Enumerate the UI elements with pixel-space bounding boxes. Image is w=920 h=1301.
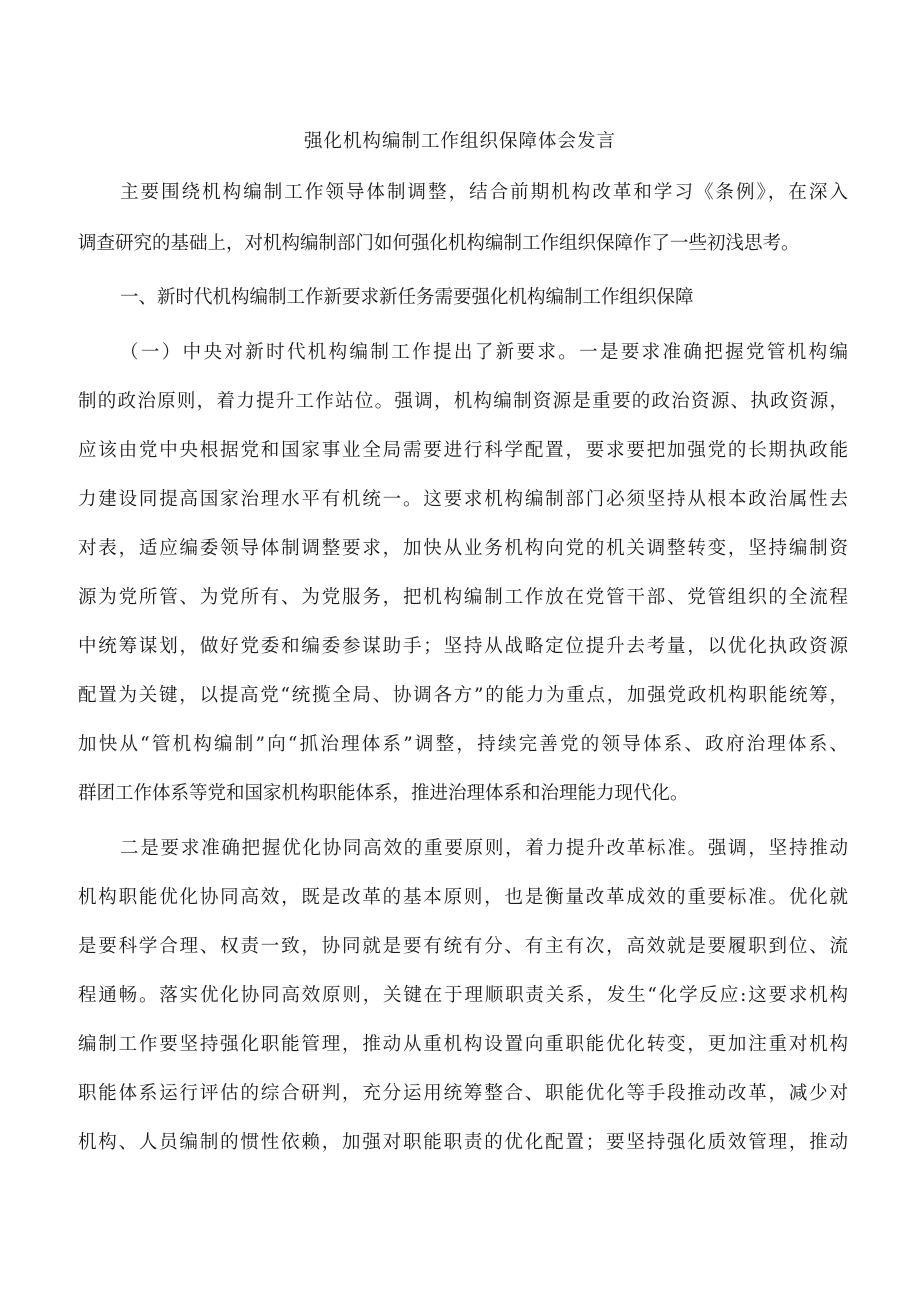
paragraph-line: 配置为关键，以提高党“统揽全局、协调各方”的能力为重点，加强党政机构职能统筹， bbox=[78, 685, 848, 706]
paragraph-line: 编制工作要坚持强化职能管理，推动从重机构设置向重职能优化转变，更加注重对机构 bbox=[78, 1034, 848, 1055]
paragraph-line: 应该由党中央根据党和国家事业全局需要进行科学配置，要求要把加强党的长期执政能 bbox=[78, 440, 848, 461]
document-title: 强化机构编制工作组织保障体会发言 bbox=[303, 131, 616, 152]
paragraph-line: 是要科学合理、权责一致，协同就是要有统有分、有主有次，高效就是要履职到位、流 bbox=[78, 936, 848, 957]
paragraph-line: 职能体系运行评估的综合研判，充分运用统筹整合、职能优化等手段推动改革，减少对 bbox=[78, 1083, 848, 1104]
paragraph-line: 加快从“管机构编制”向“抓治理体系”调整，持续完善党的领导体系、政府治理体系、 bbox=[78, 734, 848, 755]
paragraph-line: 制的政治原则，着力提升工作站位。强调，机构编制资源是重要的政治资源、执政资源， bbox=[78, 391, 848, 412]
paragraph-line: 机构、人员编制的惯性依赖，加强对职能职责的优化配置；要坚持强化质效管理，推动 bbox=[78, 1132, 848, 1153]
paragraph-line: 程通畅。落实优化协同高效原则，关键在于理顺职责关系，发生“化学反应:这要求机构 bbox=[78, 985, 848, 1006]
section-heading: 一、新时代机构编制工作新要求新任务需要强化机构编制工作组织保障 bbox=[120, 287, 694, 308]
paragraph-line: 群团工作体系等党和国家机构职能体系，推进治理体系和治理能力现代化。 bbox=[78, 783, 689, 804]
paragraph-line: 机构职能优化协同高效，既是改革的基本原则，也是衡量改革成效的重要标准。优化就 bbox=[78, 887, 848, 908]
paragraph-line: 力建设同提高国家治理水平有机统一。这要求机构编制部门必须坚持从根本政治属性去 bbox=[78, 489, 848, 510]
paragraph-line: （一）中央对新时代机构编制工作提出了新要求。一是要求准确把握党管机构编 bbox=[120, 342, 848, 363]
paragraph-line: 源为党所管、为党所有、为党服务，把机构编制工作放在党管干部、党管组织的全流程 bbox=[78, 587, 848, 608]
paragraph-line: 主要围绕机构编制工作领导体制调整，结合前期机构改革和学习《条例》，在深入 bbox=[120, 182, 848, 203]
paragraph-line: 二是要求准确把握优化协同高效的重要原则，着力提升改革标准。强调，坚持推动 bbox=[120, 838, 848, 859]
paragraph-line: 调查研究的基础上，对机构编制部门如何强化机构编制工作组织保障作了一些初浅思考。 bbox=[78, 233, 800, 254]
paragraph-line: 中统筹谋划，做好党委和编委参谋助手；坚持从战略定位提升去考量，以优化执政资源 bbox=[78, 636, 848, 657]
paragraph-line: 对表，适应编委领导体制调整要求，加快从业务机构向党的机关调整转变，坚持编制资 bbox=[78, 538, 848, 559]
